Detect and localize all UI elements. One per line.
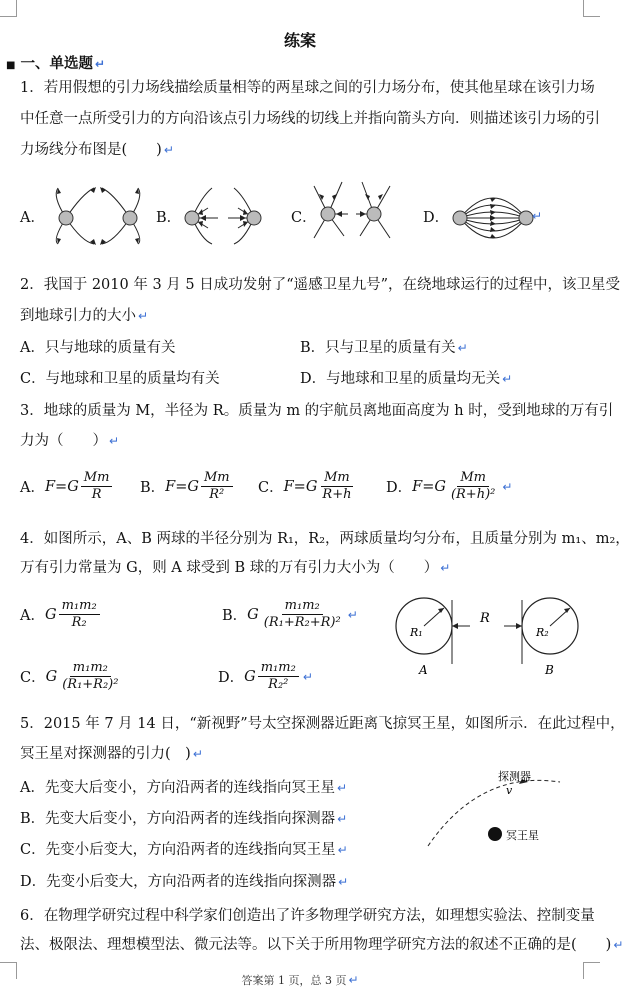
q3-option-c[interactable]: C． F=G Mm R+h	[258, 470, 352, 502]
q4-option-c[interactable]: C． G m₁m₂ (R₁+R₂)²	[20, 660, 119, 692]
q4-line-2: 万有引力常量为 G，则 A 球受到 B 球的万有引力大小为（ ） ↵	[20, 560, 451, 576]
q4-figure-label-r1: R₁	[410, 626, 423, 639]
pluto-dot	[488, 827, 502, 841]
q4-figure-label-b: B	[545, 663, 554, 677]
svg-text:↵: ↵	[532, 209, 543, 223]
q2-option-b[interactable]: B．只与卫星的质量有关 ↵	[300, 340, 468, 356]
q1-option-b[interactable]: B．	[156, 210, 182, 226]
q1-figure-c	[312, 178, 392, 240]
q5-option-c[interactable]: C．先变小后变大，方向沿两者的连线指向冥王星 ↵	[20, 842, 348, 858]
q1-line-2: 中任意一点所受引力的方向沿该点引力场线的切线上并指向箭头方向．则描述该引力场的引	[20, 111, 600, 127]
q5-option-a[interactable]: A．先变大后变小，方向沿两者的连线指向冥王星 ↵	[20, 780, 348, 796]
q5-figure-label-pluto: 冥王星	[506, 829, 539, 842]
q1-line-1: 1．若用假想的引力场线描绘质量相等的两星球之间的引力场分布，使其他星球在该引力场	[20, 80, 595, 96]
q5-option-d[interactable]: D．先变小后变大，方向沿两者的连线指向探测器 ↵	[20, 874, 349, 890]
q5-figure-label-v: v	[506, 784, 513, 797]
q1-option-c[interactable]: C．	[291, 210, 317, 226]
q2-option-c[interactable]: C．与地球和卫星的质量均有关	[20, 371, 220, 387]
q5-figure-label-probe: 探测器	[498, 770, 531, 783]
q6-line-2: 法、极限法、理想模型法、微元法等。以下关于所用物理学研究方法的叙述不正确的是( ) ↵	[20, 937, 624, 953]
q1-figure-d	[446, 186, 543, 246]
page-footer: 答案第 1 页，总 3 页 ↵	[241, 973, 359, 987]
q4-option-b[interactable]: B． G m₁m₂ (R₁+R₂+R)² ↵	[222, 598, 358, 630]
q4-figure-two-spheres	[392, 592, 584, 680]
q1-figure-a	[52, 186, 144, 244]
q2-line-2: 到地球引力的大小 ↵	[20, 308, 149, 324]
q5-option-b[interactable]: B．先变大后变小，方向沿两者的连线指向探测器 ↵	[20, 811, 348, 827]
q4-option-a[interactable]: A． G m₁m₂ R₂	[20, 598, 102, 631]
q1-option-d[interactable]: D．	[423, 210, 450, 226]
q2-line-1: 2．我国于 2010 年 3 月 5 日成功发射了“遥感卫星九号”，在绕地球运行的过程中，该卫星受	[20, 277, 621, 293]
q1-line-3: 力场线分布图是( ) ↵	[20, 142, 174, 158]
section-heading: ■ 一、单选题 ↵	[6, 55, 106, 72]
q3-line-2: 力为（ ） ↵	[20, 433, 120, 449]
q3-option-b[interactable]: B． F=G Mm R²	[140, 470, 235, 503]
q2-option-a[interactable]: A．只与地球的质量有关	[20, 340, 176, 356]
q3-line-1: 3．地球的质量为 M，半径为 R。质量为 m 的宇航员离地面高度为 h 时，受到地球的万有引	[20, 403, 614, 419]
q3-option-a[interactable]: A． F=G Mm R	[20, 470, 114, 503]
q2-option-d[interactable]: D．与地球和卫星的质量均无关 ↵	[300, 371, 513, 387]
page-title: 练案	[283, 31, 316, 50]
q4-figure-label-r: R	[480, 611, 490, 626]
q1-option-a[interactable]: A．	[20, 210, 45, 226]
q5-line-1: 5．2015 年 7 月 14 日，“新视野”号太空探测器近距离飞掠冥王星，如图所示．在此过程中，	[20, 716, 625, 732]
q4-figure-label-r2: R₂	[536, 626, 549, 639]
q4-figure-label-a: A	[419, 663, 428, 677]
corner-mark-top-left	[0, 0, 17, 17]
q1-figure-b	[178, 186, 268, 244]
q5-line-2: 冥王星对探测器的引力( ) ↵	[20, 746, 203, 762]
q3-option-d[interactable]: D． F=G Mm (R+h)² ↵	[386, 470, 513, 502]
q4-line-1: 4．如图所示，A、B 两球的半径分别为 R₁，R₂，两球质量均匀分布，且质量分别为 m₁、m₂，	[20, 531, 630, 547]
q6-line-1: 6．在物理学研究过程中科学家们创造出了许多物理学研究方法，如理想实验法、控制变量	[20, 908, 595, 924]
corner-mark-top-right	[583, 0, 600, 17]
q5-figure-flyby	[420, 760, 580, 860]
q4-option-d[interactable]: D． G m₁m₂ R₂² ↵	[218, 660, 313, 692]
